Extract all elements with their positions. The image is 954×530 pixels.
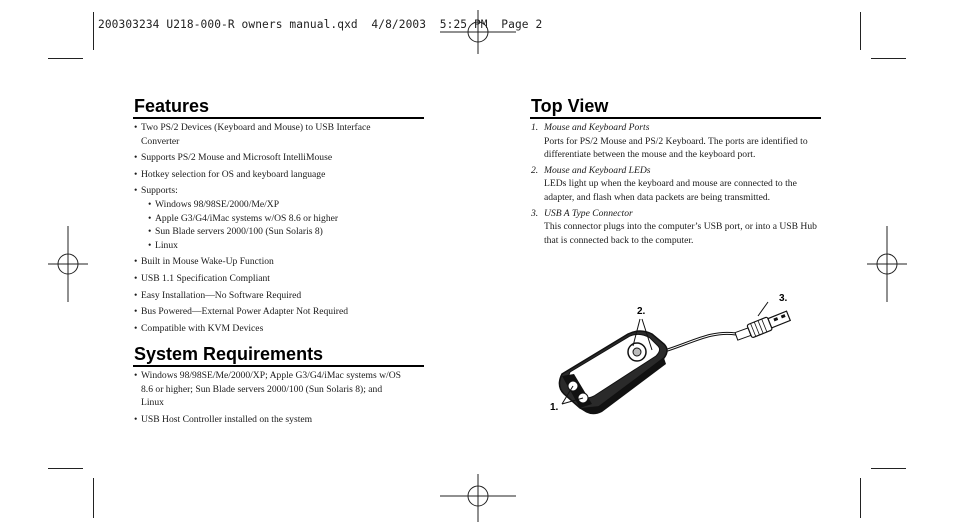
features-list-item	[134, 121, 406, 148]
features-list-item	[134, 151, 406, 165]
features-heading-rule	[133, 117, 424, 119]
usb-adapter-illustration	[540, 286, 810, 426]
features-item-text: Compatible with KVM Devices	[141, 322, 264, 334]
features-item-text: Two PS/2 Devices (Keyboard and Mouse) to USB Interface Converter	[141, 122, 371, 147]
callout-label-1: 1.	[550, 402, 559, 413]
file-slug-line: 200303234 U218-000-R owners manual.qxd 4/8/2003 5:25 PM Page 2	[98, 18, 543, 31]
registration-mark-bottom-icon	[440, 474, 516, 522]
features-item-text: Bus Powered—External Power Adapter Not Required	[141, 306, 349, 318]
features-item-text: USB 1.1 Specification Compliant	[141, 272, 270, 284]
features-sub-list-item: • Windows 98/98SE/2000/Me/XP	[141, 198, 406, 212]
callout-label-3: 3.	[779, 293, 788, 304]
top-view-heading-rule	[530, 117, 821, 119]
top-view-list-item	[531, 207, 823, 248]
registration-mark-top-icon	[440, 10, 516, 54]
top-view-list-item	[531, 121, 823, 162]
crop-mark-bottom-left-horizontal	[48, 468, 83, 469]
top-view-item-title: Mouse and Keyboard Ports	[544, 122, 650, 133]
features-list-item	[134, 272, 406, 286]
top-view-item-number: 2.	[531, 164, 539, 176]
top-view-list	[531, 121, 823, 249]
features-sub-list-item: • Apple G3/G4/iMac systems w/OS 8.6 or higher	[141, 212, 406, 226]
features-list-item	[134, 255, 406, 269]
crop-mark-top-left-vertical	[93, 12, 94, 50]
top-view-heading: Top View	[531, 96, 609, 116]
system-requirements-list	[134, 369, 406, 429]
features-list	[134, 121, 406, 338]
features-heading: Features	[134, 96, 210, 116]
features-list-item	[134, 305, 406, 319]
registration-mark-right-icon	[867, 226, 907, 302]
features-list-item	[134, 289, 406, 303]
top-view-item-title: Mouse and Keyboard LEDs	[544, 164, 651, 176]
top-view-item-number: 3.	[531, 207, 539, 219]
features-list-item	[134, 322, 406, 336]
features-list-item	[134, 184, 406, 252]
features-item-text: Hotkey selection for OS and keyboard language	[141, 168, 326, 180]
top-view-item-body: This connector plugs into the computer’s USB port, or into a USB Hub that is connected back to the computer.	[544, 221, 817, 246]
features-sub-list-item: • Sun Blade servers 2000/100 (Sun Solaris 8)	[141, 225, 406, 239]
top-view-item-number: 1.	[531, 122, 539, 133]
crop-mark-bottom-left-vertical	[93, 478, 94, 518]
features-item-text: Supports:	[141, 185, 178, 197]
crop-mark-bottom-right-vertical	[860, 478, 861, 518]
top-view-item-body: Ports for PS/2 Mouse and PS/2 Keyboard. The ports are identified to differentiate between the mouse and the keyboard port.	[544, 135, 808, 161]
features-item-text: Built in Mouse Wake-Up Function	[141, 256, 274, 268]
top-view-list-item	[531, 164, 823, 205]
features-sub-list	[141, 198, 406, 252]
features-item-text: Supports PS/2 Mouse and Microsoft IntelliMouse	[141, 152, 333, 164]
top-view-item-body: LEDs light up when the keyboard and mouse are connected to the adapter, and flash when data packets are being transmitted.	[544, 178, 797, 203]
system-requirements-list-item: • Windows 98/98SE/Me/2000/XP; Apple G3/G4/iMac systems w/OS 8.6 or higher; Sun Blade servers 2000/100 (Sun Solaris 8); and Linux	[134, 369, 406, 410]
features-list-item	[134, 168, 406, 182]
crop-mark-top-left-horizontal	[48, 58, 83, 59]
registration-mark-left-icon	[48, 226, 88, 302]
top-view-item-title: USB A Type Connector	[544, 207, 633, 219]
crop-mark-top-right-vertical	[860, 12, 861, 50]
features-item-text: Easy Installation—No Software Required	[141, 289, 302, 301]
system-requirements-heading: System Requirements	[134, 344, 324, 364]
system-requirements-list-item: • USB Host Controller installed on the system	[134, 413, 406, 427]
crop-mark-bottom-right-horizontal	[871, 468, 906, 469]
features-sub-list-item: • Linux	[141, 239, 406, 253]
crop-mark-top-right-horizontal	[871, 58, 906, 59]
callout-label-2: 2.	[637, 306, 646, 317]
system-requirements-heading-rule	[133, 365, 424, 367]
